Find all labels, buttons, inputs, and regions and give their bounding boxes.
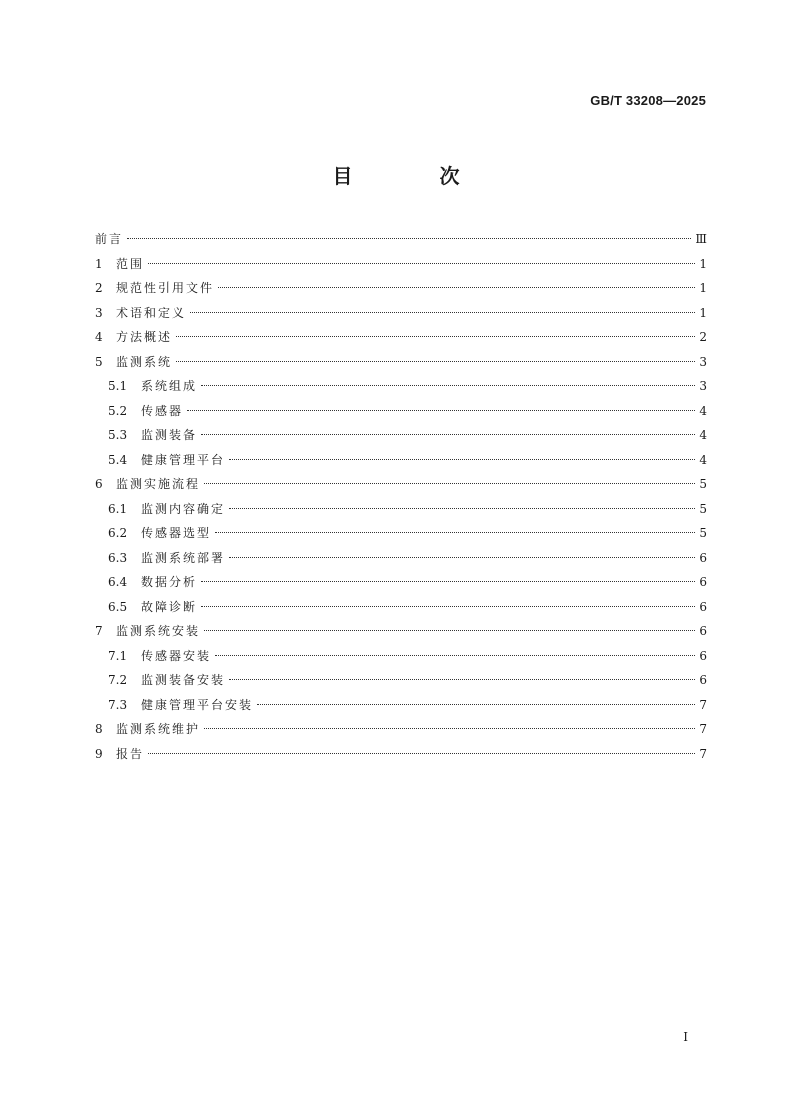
toc-entry-number: 7 bbox=[95, 624, 103, 638]
toc-entry[interactable] bbox=[95, 668, 707, 693]
toc-entry[interactable] bbox=[95, 276, 707, 301]
dot-leader bbox=[201, 606, 695, 607]
toc-entry-page: 2 bbox=[699, 330, 707, 344]
dot-leader bbox=[127, 238, 691, 239]
dot-leader bbox=[229, 679, 695, 680]
toc-entry[interactable] bbox=[95, 521, 707, 546]
dot-leader bbox=[204, 728, 695, 729]
toc-entry-page: 5 bbox=[699, 477, 707, 491]
toc-entry-label: 传感器选型 bbox=[141, 526, 212, 540]
toc-entry-page: 7 bbox=[699, 697, 707, 712]
toc-entry-label: 监测系统 bbox=[116, 354, 173, 369]
toc-entry-number: 2 bbox=[95, 281, 103, 295]
dot-leader bbox=[257, 704, 695, 705]
toc-entry[interactable] bbox=[95, 350, 707, 375]
dot-leader bbox=[218, 287, 695, 288]
toc-entry-label: 健康管理平台安装 bbox=[141, 697, 254, 712]
toc-entry-label: 监测系统部署 bbox=[141, 550, 226, 565]
toc-entry-number: 6.4 bbox=[108, 575, 128, 589]
toc-entry-number: 6 bbox=[95, 477, 103, 491]
toc-entry-page: 1 bbox=[699, 256, 707, 271]
toc-entry[interactable] bbox=[95, 472, 707, 497]
toc-entry-label: 监测实施流程 bbox=[116, 477, 201, 491]
toc-entry[interactable] bbox=[95, 301, 707, 326]
toc-entry-label: 系统组成 bbox=[141, 379, 198, 393]
toc-entry[interactable] bbox=[95, 717, 707, 742]
toc-entry[interactable] bbox=[95, 644, 707, 669]
toc-entry-number: 6.3 bbox=[108, 550, 128, 565]
toc-entry-label: 监测装备安装 bbox=[141, 673, 226, 687]
toc-entry-number: 7.3 bbox=[108, 697, 128, 712]
dot-leader bbox=[148, 263, 695, 264]
toc-entry-number: 6.5 bbox=[108, 599, 128, 614]
toc-entry-page: 4 bbox=[699, 452, 707, 467]
toc-entry[interactable] bbox=[95, 742, 707, 767]
toc-entry-label: 监测系统安装 bbox=[116, 624, 201, 638]
toc-entry-number: 4 bbox=[95, 330, 103, 344]
dot-leader bbox=[204, 483, 695, 484]
toc-entry-page: 6 bbox=[699, 575, 707, 589]
toc-entry-number: 5.3 bbox=[108, 428, 128, 442]
toc-entry-page: 6 bbox=[699, 550, 707, 565]
toc-entry-page: 7 bbox=[699, 722, 707, 736]
dot-leader bbox=[148, 753, 695, 754]
toc-entry-number: 7.2 bbox=[108, 673, 128, 687]
toc-entry[interactable] bbox=[95, 595, 707, 620]
dot-leader bbox=[187, 410, 695, 411]
standard-code: GB/T 33208—2025 bbox=[590, 93, 706, 108]
toc-entry[interactable] bbox=[95, 423, 707, 448]
toc-entry-label: 方法概述 bbox=[116, 330, 173, 344]
toc-entry-label: 监测装备 bbox=[141, 428, 198, 442]
toc-entry-label: 传感器 bbox=[141, 403, 184, 418]
toc-entry-page: 6 bbox=[699, 624, 707, 638]
toc-entry[interactable] bbox=[95, 619, 707, 644]
toc-entry-number: 3 bbox=[95, 305, 103, 320]
dot-leader bbox=[201, 581, 695, 582]
toc-entry-page: 6 bbox=[699, 648, 707, 663]
toc-entry-page: 4 bbox=[699, 428, 707, 442]
toc-entry[interactable] bbox=[95, 448, 707, 473]
dot-leader bbox=[176, 336, 695, 337]
toc-entry-label: 故障诊断 bbox=[141, 599, 198, 614]
dot-leader bbox=[201, 434, 695, 435]
toc-entry-label: 前言 bbox=[95, 232, 124, 246]
toc-entry-page: 1 bbox=[699, 281, 707, 295]
toc-entry-number: 6.2 bbox=[108, 526, 128, 540]
page-title: 目 次 bbox=[332, 164, 500, 188]
dot-leader bbox=[229, 508, 695, 509]
toc-entry-label: 报告 bbox=[116, 746, 145, 761]
toc-entry-number: 5.1 bbox=[108, 379, 128, 393]
toc-entry-number: 8 bbox=[95, 722, 103, 736]
dot-leader bbox=[190, 312, 695, 313]
toc-entry-label: 规范性引用文件 bbox=[116, 281, 215, 295]
toc-entry[interactable] bbox=[95, 325, 707, 350]
toc-entry-page: 3 bbox=[699, 354, 707, 369]
dot-leader bbox=[215, 655, 695, 656]
toc-entry[interactable] bbox=[95, 693, 707, 718]
table-of-contents bbox=[95, 227, 707, 766]
toc-entry[interactable] bbox=[95, 497, 707, 522]
toc-entry-page: Ⅲ bbox=[695, 232, 707, 246]
toc-entry[interactable] bbox=[95, 227, 707, 252]
dot-leader bbox=[229, 459, 695, 460]
toc-entry-label: 范围 bbox=[116, 256, 145, 271]
toc-entry-number: 5 bbox=[95, 354, 103, 369]
toc-entry-label: 健康管理平台 bbox=[141, 452, 226, 467]
toc-entry-page: 6 bbox=[699, 673, 707, 687]
toc-entry[interactable] bbox=[95, 399, 707, 424]
toc-entry-number: 1 bbox=[95, 256, 103, 271]
toc-entry-number: 7.1 bbox=[108, 648, 128, 663]
toc-entry[interactable] bbox=[95, 546, 707, 571]
toc-entry-number: 6.1 bbox=[108, 501, 128, 516]
dot-leader bbox=[204, 630, 695, 631]
toc-entry[interactable] bbox=[95, 374, 707, 399]
toc-entry-page: 5 bbox=[699, 501, 707, 516]
toc-entry[interactable] bbox=[95, 570, 707, 595]
dot-leader bbox=[215, 532, 695, 533]
toc-entry-page: 5 bbox=[699, 526, 707, 540]
toc-entry[interactable] bbox=[95, 252, 707, 277]
toc-entry-number: 5.2 bbox=[108, 403, 128, 418]
toc-entry-label: 数据分析 bbox=[141, 575, 198, 589]
toc-entry-label: 监测系统维护 bbox=[116, 722, 201, 736]
toc-entry-page: 3 bbox=[699, 379, 707, 393]
dot-leader bbox=[201, 385, 695, 386]
toc-entry-label: 术语和定义 bbox=[116, 305, 187, 320]
toc-entry-label: 监测内容确定 bbox=[141, 501, 226, 516]
toc-entry-number: 5.4 bbox=[108, 452, 128, 467]
page-footer-number: I bbox=[683, 1030, 688, 1044]
toc-entry-page: 1 bbox=[699, 305, 707, 320]
toc-entry-page: 4 bbox=[699, 403, 707, 418]
dot-leader bbox=[176, 361, 695, 362]
toc-entry-page: 6 bbox=[699, 599, 707, 614]
dot-leader bbox=[229, 557, 695, 558]
toc-entry-number: 9 bbox=[95, 746, 103, 761]
toc-entry-page: 7 bbox=[699, 746, 707, 761]
toc-entry-label: 传感器安装 bbox=[141, 648, 212, 663]
